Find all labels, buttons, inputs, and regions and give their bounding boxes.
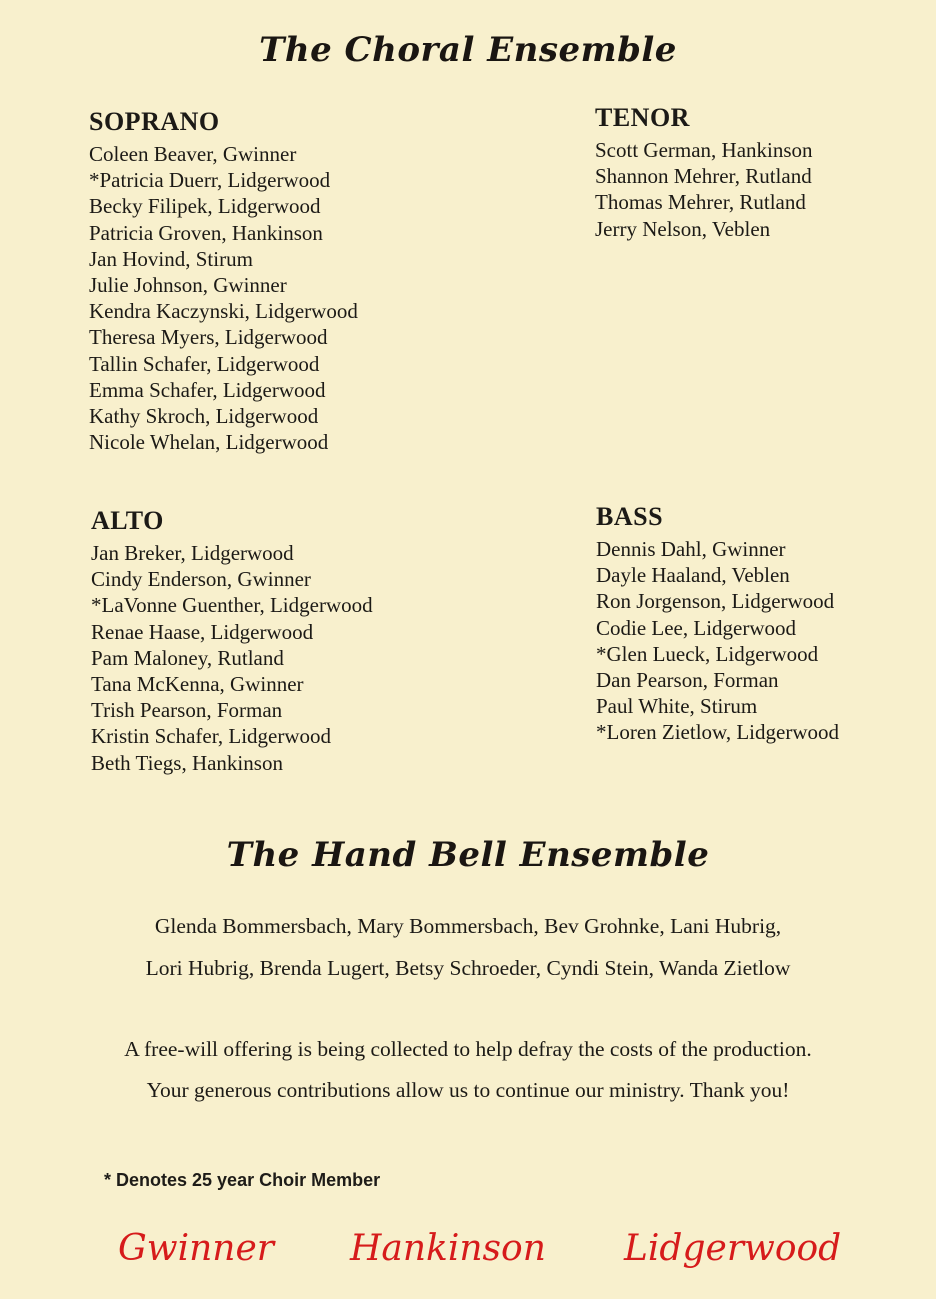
list-item: Trish Pearson, Forman (91, 698, 283, 723)
list-item: Tallin Schafer, Lidgerwood (89, 351, 320, 376)
soprano-list (89, 141, 358, 455)
list-item: Codie Lee, Lidgerwood (596, 615, 797, 640)
list-item: Julie Johnson, Gwinner (89, 273, 287, 298)
bell-members-line-2: Lori Hubrig, Brenda Lugert, Betsy Schroeder, Cyndi Stein, Wanda Zietlow (145, 956, 791, 980)
list-item: Paul White, Stirum (596, 694, 758, 719)
bass-section (596, 502, 839, 746)
list-item: Cindy Enderson, Gwinner (91, 567, 311, 592)
list-item: Patricia Groven, Hankinson (89, 220, 323, 245)
list-item: Emma Schafer, Lidgerwood (89, 377, 326, 402)
list-item: Beth Tiegs, Hankinson (91, 750, 283, 775)
alto-heading: ALTO (91, 506, 164, 535)
town-hankinson: Hankinson (350, 1228, 546, 1269)
town-gwinner: Gwinner (118, 1228, 274, 1269)
list-item: Dayle Haaland, Veblen (596, 563, 790, 588)
town-lidgerwood: Lidgerwood (624, 1228, 842, 1269)
list-item: Pam Maloney, Rutland (91, 645, 284, 670)
alto-list (91, 540, 373, 776)
list-item: Theresa Myers, Lidgerwood (89, 325, 328, 350)
hand-bell-ensemble-title: The Hand Bell Ensemble (226, 835, 710, 875)
offering-line-1: A free-will offering is being collected to help defray the costs of the production. (124, 1037, 812, 1061)
list-item: Ron Jorgenson, Lidgerwood (596, 589, 835, 614)
tenor-heading: TENOR (595, 103, 690, 132)
soprano-section (89, 107, 358, 455)
list-item: Kendra Kaczynski, Lidgerwood (89, 299, 358, 324)
tenor-section (595, 103, 813, 242)
bell-members-line-1: Glenda Bommersbach, Mary Bommersbach, Bev Grohnke, Lani Hubrig, (154, 914, 782, 938)
list-item: Jan Breker, Lidgerwood (91, 541, 294, 565)
bass-heading: BASS (596, 502, 664, 531)
alto-section (91, 506, 373, 776)
list-item: Kathy Skroch, Lidgerwood (89, 404, 319, 429)
list-item: *Patricia Duerr, Lidgerwood (89, 168, 331, 193)
list-item: Tana McKenna, Gwinner (91, 672, 304, 697)
list-item: Jan Hovind, Stirum (89, 246, 253, 271)
soprano-heading: SOPRANO (89, 107, 220, 136)
list-item: Coleen Beaver, Gwinner (89, 142, 297, 166)
list-item: Shannon Mehrer, Rutland (595, 164, 812, 189)
list-item: Kristin Schafer, Lidgerwood (91, 724, 332, 749)
list-item: Renae Haase, Lidgerwood (91, 619, 314, 644)
list-item: Dan Pearson, Forman (596, 668, 779, 693)
list-item: Becky Filipek, Lidgerwood (89, 194, 321, 219)
list-item: Dennis Dahl, Gwinner (596, 537, 786, 561)
list-item: *LaVonne Guenther, Lidgerwood (91, 593, 373, 618)
tenor-list (595, 137, 813, 242)
list-item: Jerry Nelson, Veblen (595, 216, 771, 241)
choral-ensemble-title: The Choral Ensemble (259, 30, 677, 70)
list-item: *Glen Lueck, Lidgerwood (596, 641, 819, 666)
list-item: Nicole Whelan, Lidgerwood (89, 430, 329, 455)
list-item: Thomas Mehrer, Rutland (595, 190, 806, 215)
choir-member-footnote: * Denotes 25 year Choir Member (104, 1170, 381, 1190)
list-item: Scott German, Hankinson (595, 138, 813, 162)
list-item: *Loren Zietlow, Lidgerwood (596, 720, 839, 745)
bass-list (596, 536, 839, 746)
offering-line-2: Your generous contributions allow us to continue our ministry. Thank you! (146, 1078, 790, 1102)
